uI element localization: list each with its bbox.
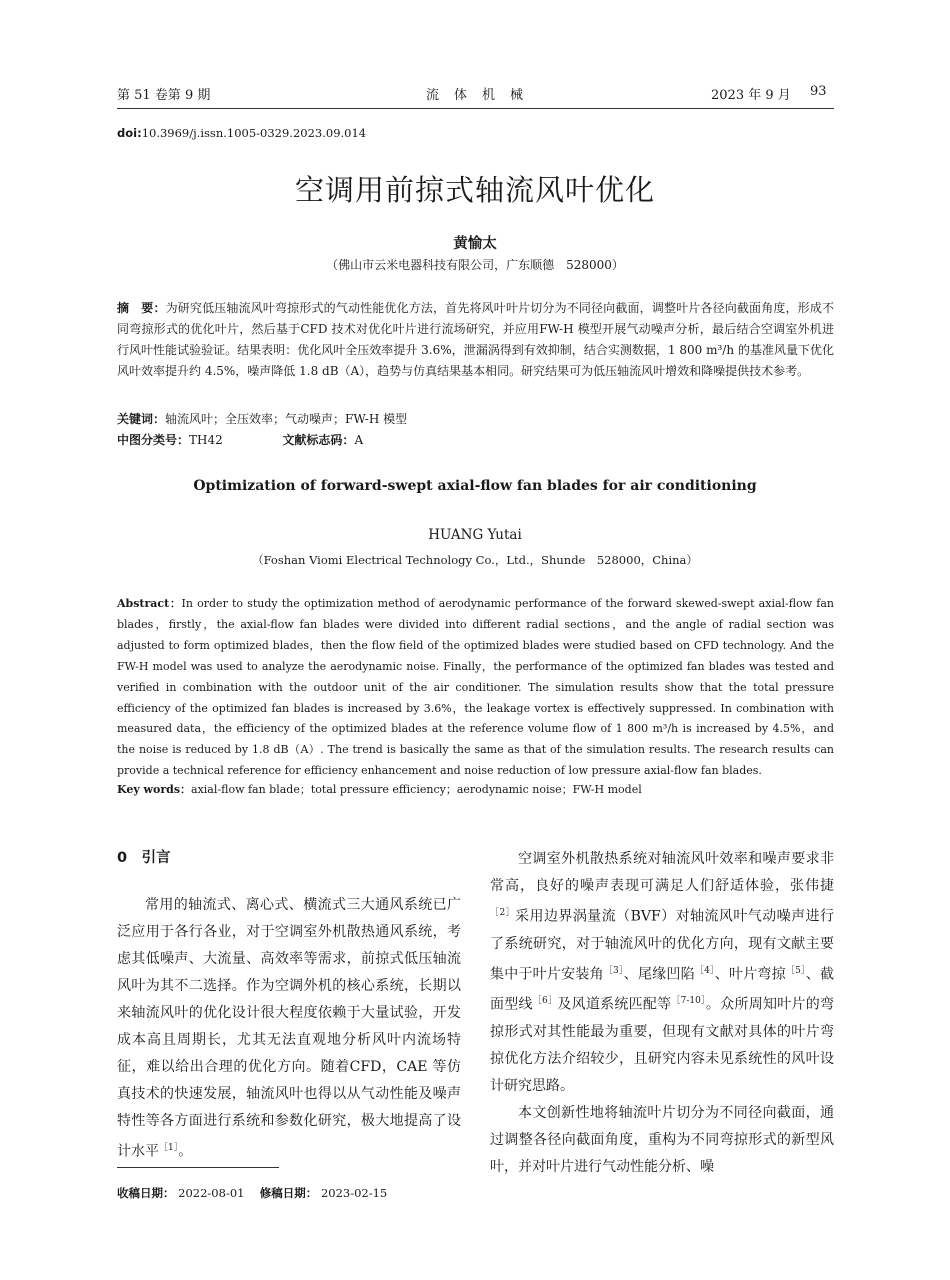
text-run: 空调室外机散热系统对轴流风叶效率和噪声要求非常高，良好的噪声表现可满足人们舒适体验，张伟捷: [490, 851, 834, 894]
text-run: 。众所周知叶片的弯掠形式对其性能最为重要，但现有文献对具体的叶片弯掠优化方法介绍较少，且研究内容未见系统性的风叶设计研究思路。: [490, 996, 835, 1094]
journal-name: 流 体 机 械: [425, 88, 524, 103]
footnote-dates: [117, 1185, 387, 1201]
affiliation-en: （Foshan Viomi Electrical Technology Co.，Ltd.，Shunde 528000，China）: [252, 553, 698, 567]
doc-code-value: A: [354, 433, 364, 447]
doc-code-label: 文献标志码：: [282, 433, 355, 447]
abstract-en: [117, 594, 834, 782]
keywords-en-text: axial-flow fan blade；total pressure efficiency；aerodynamic noise；FW-H model: [191, 783, 642, 796]
abstract-en-text: In order to study the optimization method of aerodynamic performance of the forward skewed-swept axial-flow fan blades，firstly，the axial-flow fan blades were divided into different radial sections，and the angle of radial section was adjusted to form optimized blades，then the flow field of the optimized blades were studied based on CFD technology. And the FW-H model was used to analyze the aerodynamic noise. Finally，the performance of the optimized fan blades was tested and verified in combination with the outdoor unit of the air conditioner. The simulation results show that the total pressure efficiency of the optimized fan blades is increased by 3.6%，the leakage vortex is effectively suppressed. In combination with measured data，the efficiency of the optimized blades at the reference volume flow of 1 800 m³/h is increased by 4.5%，and the noise is reduced by 1.8 dB（A）. The trend is basically the same as that of the simulation results. The research results can provide a technical reference for efficiency enhancement and noise reduction of low pressure axial-flow fan blades.: [117, 597, 835, 778]
clc-value: TH42: [189, 433, 223, 447]
left-column: [117, 892, 461, 1166]
keywords-cn-text: 轴流风叶；全压效率；气动噪声；FW-H 模型: [165, 412, 408, 426]
citation-6[interactable]: ［6］: [532, 996, 558, 1007]
doi-line: [117, 126, 366, 140]
classification-line: [117, 430, 834, 451]
text-run: 、叶片弯掠: [714, 966, 786, 983]
text-run: 采用边界涡量流（BVF）对轴流风叶气动噪声进行了系统研究，对于轴流风叶的优化方向，现有文献主要集中于叶片安装角: [490, 908, 834, 983]
affiliation-cn: （佛山市云米电器科技有限公司，广东顺德 528000）: [326, 258, 624, 272]
header-rule: [117, 108, 834, 109]
section-heading-introduction: 0 引言: [117, 850, 171, 866]
intro-paragraph-1-text: 常用的轴流式、离心式、横流式三大通风系统已广泛应用于各行各业，对于空调室外机散热通风系统，考虑其低噪声、大流量、高效率等需求，前掠式低压轴流风叶为其不二选择。作为空调外机的核心系统，长期以来轴流风叶的优化设计很大程度依赖于大量试验，开发成本高且周期长，尤其无法直观地分析风叶内流场特征，难以给出合理的优化方向。随着CFD，CAE 等仿真技术的快速发展，轴流风叶也得以从气动性能及噪声特性等各方面进行系统和参数化研究，极大地提高了设计水平: [117, 897, 461, 1160]
keywords-en-label: Key words：: [117, 783, 192, 796]
citation-7-10[interactable]: ［7-10］: [671, 996, 706, 1007]
citation-4[interactable]: ［4］: [694, 965, 715, 976]
paper-title-cn: 空调用前掠式轴流风叶优化: [294, 173, 655, 207]
paper-title-en: Optimization of forward-swept axial-flow fan blades for air conditioning: [193, 478, 757, 494]
received-label: 收稿日期：: [117, 1186, 175, 1200]
revised-label: 修稿日期：: [259, 1186, 318, 1200]
journal-volume-issue: 第 51 卷第 9 期: [117, 88, 211, 103]
issue-date: 2023 年 9 月: [711, 88, 791, 103]
text-run: 、尾缘凹陷: [623, 966, 695, 983]
doi-value[interactable]: 10.3969/j.issn.1005-0329.2023.09.014: [141, 126, 367, 140]
footnote-rule: [117, 1167, 279, 1168]
citation-2[interactable]: ［2］: [490, 908, 516, 918]
page-number: 93: [810, 84, 827, 99]
intro-paragraph-1-end: 。: [178, 1143, 193, 1160]
received-date: 2022-08-01: [178, 1186, 245, 1200]
clc-label: 中图分类号：: [117, 433, 190, 447]
right-column: [490, 846, 834, 1181]
doi-label: doi:: [117, 126, 142, 140]
revised-date: 2023-02-15: [320, 1186, 388, 1200]
author-en: HUANG Yutai: [428, 527, 522, 543]
citation-5[interactable]: ［5］: [785, 965, 806, 976]
intro-paragraph-1: [117, 892, 461, 1166]
citation-1[interactable]: ［1］: [159, 1143, 179, 1153]
text-run: 、截面型线: [490, 966, 835, 1013]
keywords-en: [117, 780, 834, 801]
abstract-cn: [117, 298, 834, 382]
abstract-en-label: Abstract：: [117, 597, 182, 610]
abstract-cn-label: 摘 要：: [117, 301, 166, 315]
abstract-cn-text: 为研究低压轴流风叶弯掠形式的气动性能优化方法，首先将风叶叶片切分为不同径向截面，调整叶片各径向截面角度，形成不同弯掠形式的优化叶片，然后基于CFD 技术对优化叶片进行流场研究，并应用FW-H 模型开展气动噪声分析，最后结合空调室外机进行风叶性能试验验证。结果表明：优化风叶全压效率提升 3.6%，泄漏涡得到有效抑制，结合实测数据，1 800 m³/h 的基准风量下优化风叶效率提升约 4.5%，噪声降低 1.8 dB（A），趋势与仿真结果基本相同。研究结果可为低压轴流风叶增效和降噪提供技术参考。: [117, 301, 834, 378]
intro-paragraph-2: [490, 846, 834, 1100]
citation-3[interactable]: ［3］: [603, 965, 624, 976]
intro-paragraph-3: 本文创新性地将轴流叶片切分为不同径向截面，通过调整各径向截面角度，重构为不同弯掠形式的新型风叶，并对叶片进行气动性能分析、噪: [490, 1104, 834, 1175]
keywords-cn-label: 关键词：: [117, 412, 166, 426]
keywords-cn: [117, 409, 834, 430]
author-cn: 黄愉太: [453, 236, 497, 252]
text-run: 及风道系统匹配等: [557, 996, 672, 1013]
